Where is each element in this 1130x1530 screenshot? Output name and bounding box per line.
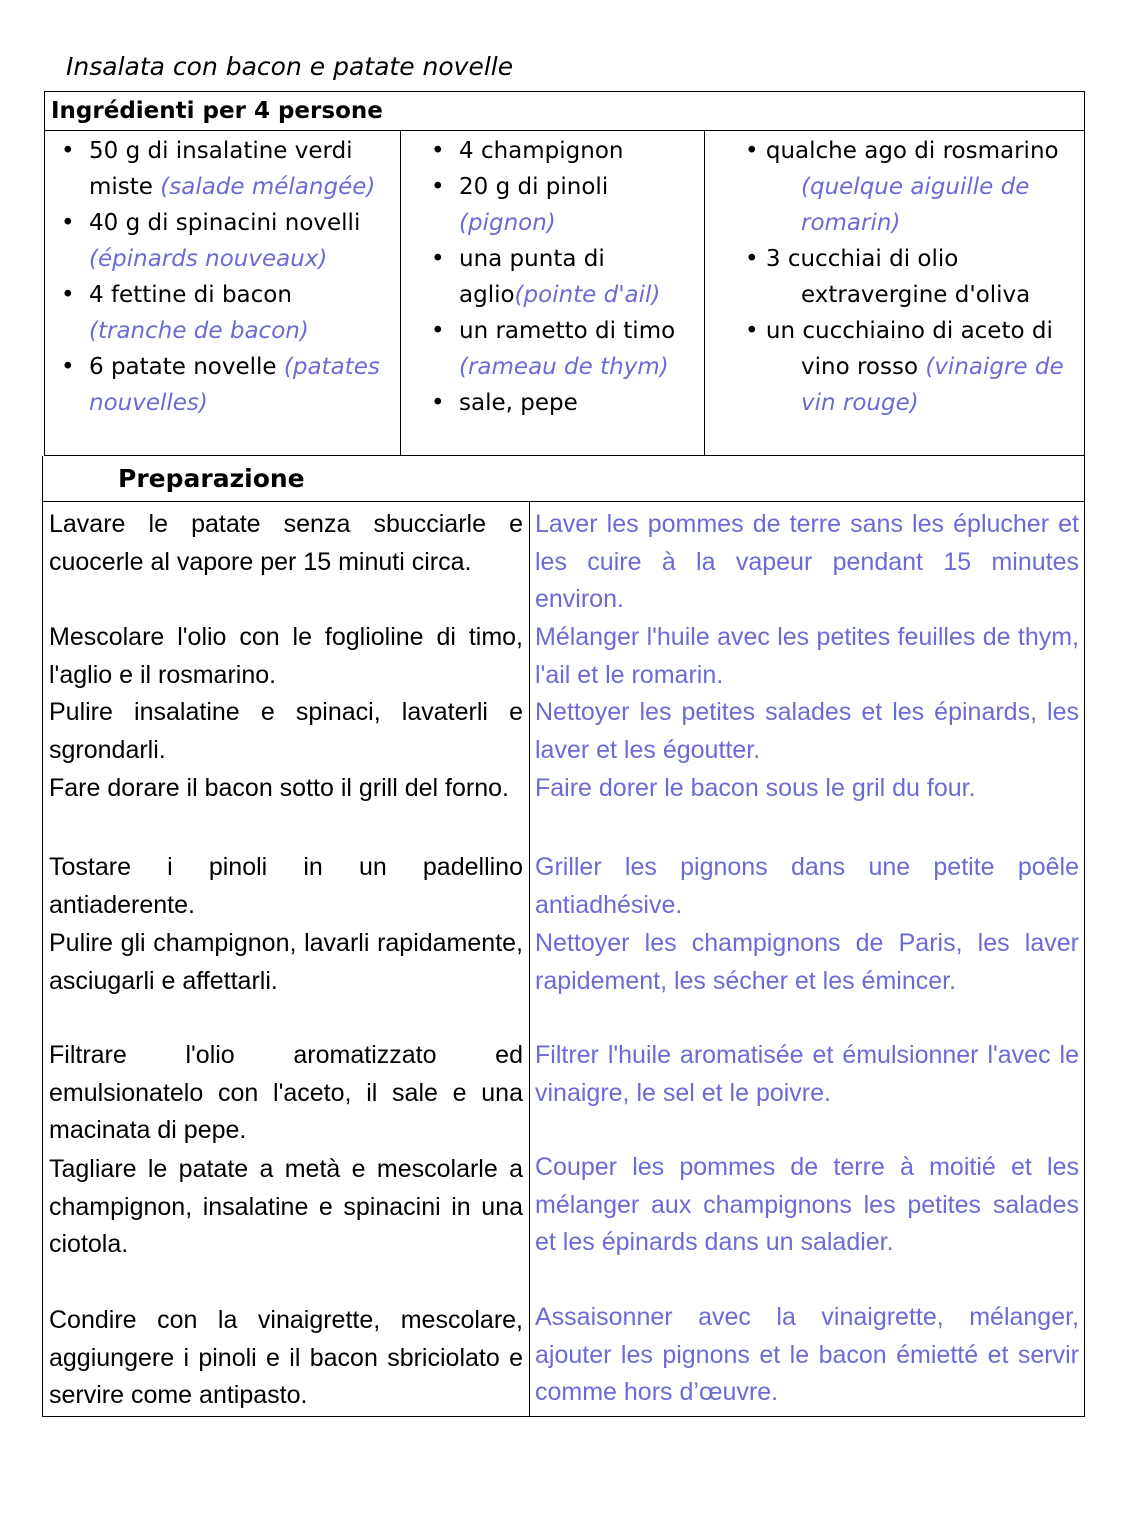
ingredient-item: • 4 fettine di bacon (tranche de bacon) — [45, 277, 394, 349]
preparation-table — [42, 502, 1085, 1417]
ingredient-item: • 4 champignon — [415, 133, 700, 169]
column-divider — [529, 502, 530, 1416]
ingredients-header: Ingrédienti per 4 persone — [45, 92, 1084, 131]
preparation-header: Preparazione — [42, 456, 1085, 502]
step-french: Laver les pommes de terre sans les éplucher et les cuire à la vapeur pendant 15 minutes environ. — [535, 510, 1079, 614]
step-french: Couper les pommes de terre à moitié et les mélanger aux champignons les petites salades et les épinards dans un saladier. — [535, 1153, 1079, 1257]
ingredient-item: • sale, pepe — [415, 385, 700, 421]
step-italian: Tostare i pinoli in un padellino antiaderente. — [49, 853, 523, 919]
recipe-title: Insalata con bacon e patate novelle — [66, 52, 514, 81]
step-italian: Filtrare l'olio aromatizzato ed emulsionatelo con l'aceto, il sale e una macinata di pepe. — [49, 1041, 523, 1145]
step-french: Faire dorer le bacon sous le gril du four. — [535, 774, 976, 802]
ingredients-column-3 — [705, 131, 1084, 455]
step-french: Griller les pignons dans une petite poêle antiadhésive. — [535, 853, 1079, 919]
ingredients-column-2 — [401, 131, 705, 455]
step-italian: Lavare le patate senza sbucciarle e cuocerle al vapore per 15 minuti circa. — [49, 510, 523, 576]
ingredient-item: • una punta di aglio(pointe d'ail) — [415, 241, 700, 313]
step-italian: Mescolare l'olio con le foglioline di timo, l'aglio e il rosmarino. — [49, 623, 523, 689]
step-italian: Fare dorare il bacon sotto il grill del forno. — [49, 774, 509, 802]
ingredient-item: • 3 cucchiai di olio extravergine d'oliva — [745, 246, 1031, 308]
ingredient-item: • un cucchiaino di aceto di vino rosso (vinaigre de vin rouge) — [745, 318, 1064, 416]
ingredient-item: • qualche ago di rosmarino (quelque aiguille de romarin) — [745, 138, 1059, 236]
step-italian: Condire con la vinaigrette, mescolare, aggiungere i pinoli e il bacon sbriciolato e servire come antipasto. — [49, 1306, 523, 1410]
step-french: Filtrer l'huile aromatisée et émulsionner l'avec le vinaigre, le sel et le poivre. — [535, 1041, 1079, 1107]
step-french: Assaisonner avec la vinaigrette, mélanger, ajouter les pignons et le bacon émietté et servir comme hors d’œuvre. — [535, 1303, 1079, 1407]
ingredient-item: • 6 patate novelle (patates nouvelles) — [45, 349, 394, 421]
step-italian: Tagliare le patate a metà e mescolarle a champignon, insalatine e spinacini in una ciotola. — [49, 1155, 523, 1259]
ingredient-item: • 20 g di pinoli (pignon) — [415, 169, 700, 241]
step-italian: Pulire insalatine e spinaci, lavaterli e sgrondarli. — [49, 698, 523, 764]
step-french: Nettoyer les petites salades et les épinards, les laver et les égoutter. — [535, 698, 1079, 764]
ingredient-item: • un rametto di timo (rameau de thym) — [415, 313, 700, 385]
ingredient-item: • 50 g di insalatine verdi miste (salade mélangée) — [45, 133, 394, 205]
ingredient-item: • 40 g di spinacini novelli (épinards nouveaux) — [45, 205, 394, 277]
step-italian: Pulire gli champignon, lavarli rapidamente, asciugarli e affettarli. — [49, 929, 523, 995]
step-french: Nettoyer les champignons de Paris, les laver rapidement, les sécher et les émincer. — [535, 929, 1079, 995]
ingredients-table — [44, 91, 1085, 456]
step-french: Mélanger l'huile avec les petites feuilles de thym, l'ail et le romarin. — [535, 623, 1079, 689]
ingredients-column-1 — [45, 131, 401, 455]
